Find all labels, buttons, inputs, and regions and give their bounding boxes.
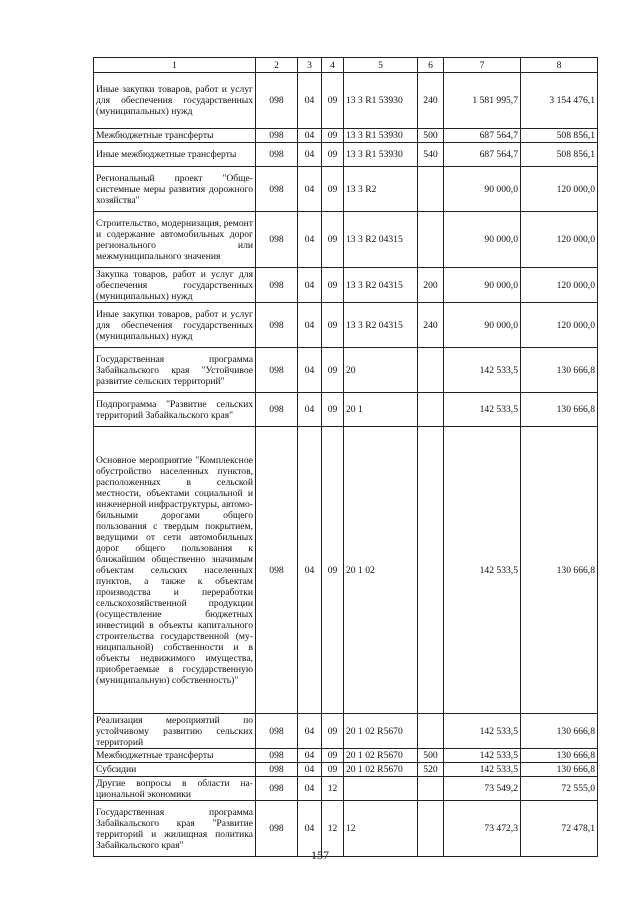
- cell-amount-year2: 120 000,0: [521, 268, 598, 303]
- cell-target-article: 13 3 R2 04315: [344, 268, 418, 303]
- cell-expense-type: 540: [418, 143, 444, 167]
- table-row: [94, 427, 598, 714]
- cell-amount-year1: 1 581 995,7: [444, 73, 521, 129]
- cell-expense-type: [418, 427, 444, 714]
- cell-expense-type: 520: [418, 763, 444, 777]
- cell-section: 04: [298, 393, 322, 427]
- cell-section: 04: [298, 73, 322, 129]
- cell-target-article: 20 1 02 R5670: [344, 763, 418, 777]
- cell-subsection: 09: [322, 129, 344, 143]
- cell-section: 04: [298, 427, 322, 714]
- cell-subsection: 09: [322, 303, 344, 348]
- cell-target-article: 20: [344, 348, 418, 393]
- cell-amount-year1: 142 533,5: [444, 714, 521, 749]
- table-row: [94, 777, 598, 801]
- cell-target-article: 20 1 02: [344, 427, 418, 714]
- cell-amount-year2: 120 000,0: [521, 167, 598, 212]
- cell-amount-year1: 687 564,7: [444, 143, 521, 167]
- table-row: [94, 303, 598, 348]
- table-row: [94, 143, 598, 167]
- row-name: Строительство, модернизация, ремонт и содержание автомобильных дорог регионального или межмуниципального значения: [94, 212, 256, 268]
- row-name: Другие вопросы в области национальной экономики: [94, 777, 256, 801]
- row-name: Основное мероприятие "Комплексное обустройство населенных пунктов, расположенных в сельской местности, объектами социальной и инженерной инфраструктуры, автомобильными дорогами общего пользования с твердым покрытием, ведущими от сети автомобильных дорог общего пользования к ближайшим общественно значимым объектам сельских населенных пунктов, а также к объектам производства и переработки сельскохозяйственной продукции (осуществление бюджетных инвестиций в объекты капитального строительства государственной (муниципальной) собственности и в объекты недвижимого имущества, приобретаемые в государственную (муниципальную) собственность)": [94, 427, 256, 714]
- cell-subsection: 09: [322, 427, 344, 714]
- cell-subsection: 09: [322, 763, 344, 777]
- cell-amount-year1: 73 549,2: [444, 777, 521, 801]
- cell-ministry: 098: [256, 268, 298, 303]
- cell-ministry: 098: [256, 143, 298, 167]
- cell-subsection: 09: [322, 143, 344, 167]
- row-name: Иные закупки товаров, работ и услуг для обеспечения государственных (муниципальных) нужд: [94, 73, 256, 129]
- cell-ministry: 098: [256, 303, 298, 348]
- cell-subsection: 09: [322, 167, 344, 212]
- cell-section: 04: [298, 777, 322, 801]
- cell-subsection: 09: [322, 348, 344, 393]
- cell-amount-year1: 142 533,5: [444, 763, 521, 777]
- table-row: [94, 268, 598, 303]
- cell-amount-year1: 90 000,0: [444, 303, 521, 348]
- row-name: Субсидии: [94, 763, 256, 777]
- row-name: Закупка товаров, работ и услуг для обеспечения государственных (муниципальных) нужд: [94, 268, 256, 303]
- cell-amount-year1: 90 000,0: [444, 212, 521, 268]
- row-name: Межбюджетные трансферты: [94, 749, 256, 763]
- page-number: 157: [311, 848, 329, 862]
- cell-expense-type: [418, 212, 444, 268]
- cell-amount-year1: 687 564,7: [444, 129, 521, 143]
- table-row: [94, 393, 598, 427]
- cell-subsection: 09: [322, 73, 344, 129]
- column-header: 7: [444, 58, 521, 73]
- cell-subsection: 09: [322, 714, 344, 749]
- cell-target-article: 13 3 R1 53930: [344, 143, 418, 167]
- table-row: [94, 714, 598, 749]
- cell-expense-type: [418, 714, 444, 749]
- cell-target-article: 13 3 R1 53930: [344, 73, 418, 129]
- cell-target-article: 13 3 R2 04315: [344, 212, 418, 268]
- cell-expense-type: 240: [418, 303, 444, 348]
- table-row: [94, 212, 598, 268]
- column-header: 6: [418, 58, 444, 73]
- cell-target-article: 20 1 02 R5670: [344, 749, 418, 763]
- cell-section: 04: [298, 268, 322, 303]
- cell-target-article: 13 3 R2 04315: [344, 303, 418, 348]
- cell-target-article: 13 3 R2: [344, 167, 418, 212]
- cell-section: 04: [298, 212, 322, 268]
- column-header: 4: [322, 58, 344, 73]
- table-row: [94, 73, 598, 129]
- cell-subsection: 12: [322, 777, 344, 801]
- header-row: [94, 58, 598, 73]
- cell-ministry: 098: [256, 393, 298, 427]
- cell-section: 04: [298, 749, 322, 763]
- row-name: Иные межбюджетные трансферты: [94, 143, 256, 167]
- cell-amount-year1: 73 472,3: [444, 801, 521, 857]
- budget-table: [93, 57, 598, 857]
- row-name: Государственная программа Забайкальского края "Устойчивое развитие сельских территорий": [94, 348, 256, 393]
- table-row: [94, 167, 598, 212]
- cell-ministry: 098: [256, 129, 298, 143]
- cell-section: 04: [298, 714, 322, 749]
- row-name: Подпрограмма "Развитие сельских территорий Забайкальского края": [94, 393, 256, 427]
- cell-expense-type: [418, 393, 444, 427]
- cell-ministry: 098: [256, 73, 298, 129]
- column-header: 3: [298, 58, 322, 73]
- cell-subsection: 09: [322, 268, 344, 303]
- cell-target-article: [344, 777, 418, 801]
- cell-ministry: 098: [256, 427, 298, 714]
- cell-amount-year2: 130 666,8: [521, 393, 598, 427]
- cell-amount-year1: 142 533,5: [444, 749, 521, 763]
- cell-section: 04: [298, 143, 322, 167]
- cell-section: 04: [298, 801, 322, 857]
- cell-section: 04: [298, 763, 322, 777]
- cell-amount-year2: 120 000,0: [521, 303, 598, 348]
- cell-ministry: 098: [256, 348, 298, 393]
- table-row: [94, 348, 598, 393]
- cell-ministry: 098: [256, 801, 298, 857]
- column-header: 8: [521, 58, 598, 73]
- cell-amount-year1: 142 533,5: [444, 348, 521, 393]
- cell-target-article: 20 1 02 R5670: [344, 714, 418, 749]
- row-name: Реализация мероприятий по устойчивому развитию сельских территорий: [94, 714, 256, 749]
- cell-ministry: 098: [256, 763, 298, 777]
- cell-subsection: 12: [322, 801, 344, 857]
- cell-expense-type: [418, 348, 444, 393]
- column-header: 5: [344, 58, 418, 73]
- cell-expense-type: 500: [418, 129, 444, 143]
- cell-expense-type: [418, 167, 444, 212]
- cell-amount-year2: 508 856,1: [521, 143, 598, 167]
- cell-amount-year2: 130 666,8: [521, 763, 598, 777]
- cell-target-article: 13 3 R1 53930: [344, 129, 418, 143]
- table-row: [94, 749, 598, 763]
- cell-section: 04: [298, 129, 322, 143]
- row-name: Межбюджетные трансферты: [94, 129, 256, 143]
- cell-section: 04: [298, 167, 322, 212]
- column-header: 2: [256, 58, 298, 73]
- row-name: Государственная программа Забайкальского края "Развитие территорий и жилищная политика Забайкальского края": [94, 801, 256, 857]
- cell-ministry: 098: [256, 212, 298, 268]
- cell-amount-year1: 90 000,0: [444, 268, 521, 303]
- cell-amount-year2: 508 856,1: [521, 129, 598, 143]
- cell-expense-type: [418, 777, 444, 801]
- cell-amount-year1: 142 533,5: [444, 393, 521, 427]
- table-row: [94, 129, 598, 143]
- cell-expense-type: 200: [418, 268, 444, 303]
- cell-amount-year2: 72 478,1: [521, 801, 598, 857]
- cell-target-article: 12: [344, 801, 418, 857]
- cell-ministry: 098: [256, 749, 298, 763]
- cell-amount-year1: 142 533,5: [444, 427, 521, 714]
- cell-amount-year2: 120 000,0: [521, 212, 598, 268]
- cell-amount-year2: 130 666,8: [521, 427, 598, 714]
- cell-subsection: 09: [322, 749, 344, 763]
- cell-amount-year1: 90 000,0: [444, 167, 521, 212]
- cell-subsection: 09: [322, 393, 344, 427]
- cell-ministry: 098: [256, 777, 298, 801]
- cell-subsection: 09: [322, 212, 344, 268]
- cell-expense-type: 500: [418, 749, 444, 763]
- row-name: Иные закупки товаров, работ и услуг для обеспечения государственных (муниципальных) нужд: [94, 303, 256, 348]
- cell-expense-type: 240: [418, 73, 444, 129]
- column-header: 1: [94, 58, 256, 73]
- cell-amount-year2: 130 666,8: [521, 348, 598, 393]
- cell-section: 04: [298, 303, 322, 348]
- cell-ministry: 098: [256, 167, 298, 212]
- cell-amount-year2: 3 154 476,1: [521, 73, 598, 129]
- table-row: [94, 763, 598, 777]
- cell-amount-year2: 130 666,8: [521, 749, 598, 763]
- cell-ministry: 098: [256, 714, 298, 749]
- cell-amount-year2: 72 555,0: [521, 777, 598, 801]
- row-name: Региональный проект "Общесистемные меры развития дорожного хозяйства": [94, 167, 256, 212]
- cell-target-article: 20 1: [344, 393, 418, 427]
- cell-amount-year2: 130 666,8: [521, 714, 598, 749]
- cell-section: 04: [298, 348, 322, 393]
